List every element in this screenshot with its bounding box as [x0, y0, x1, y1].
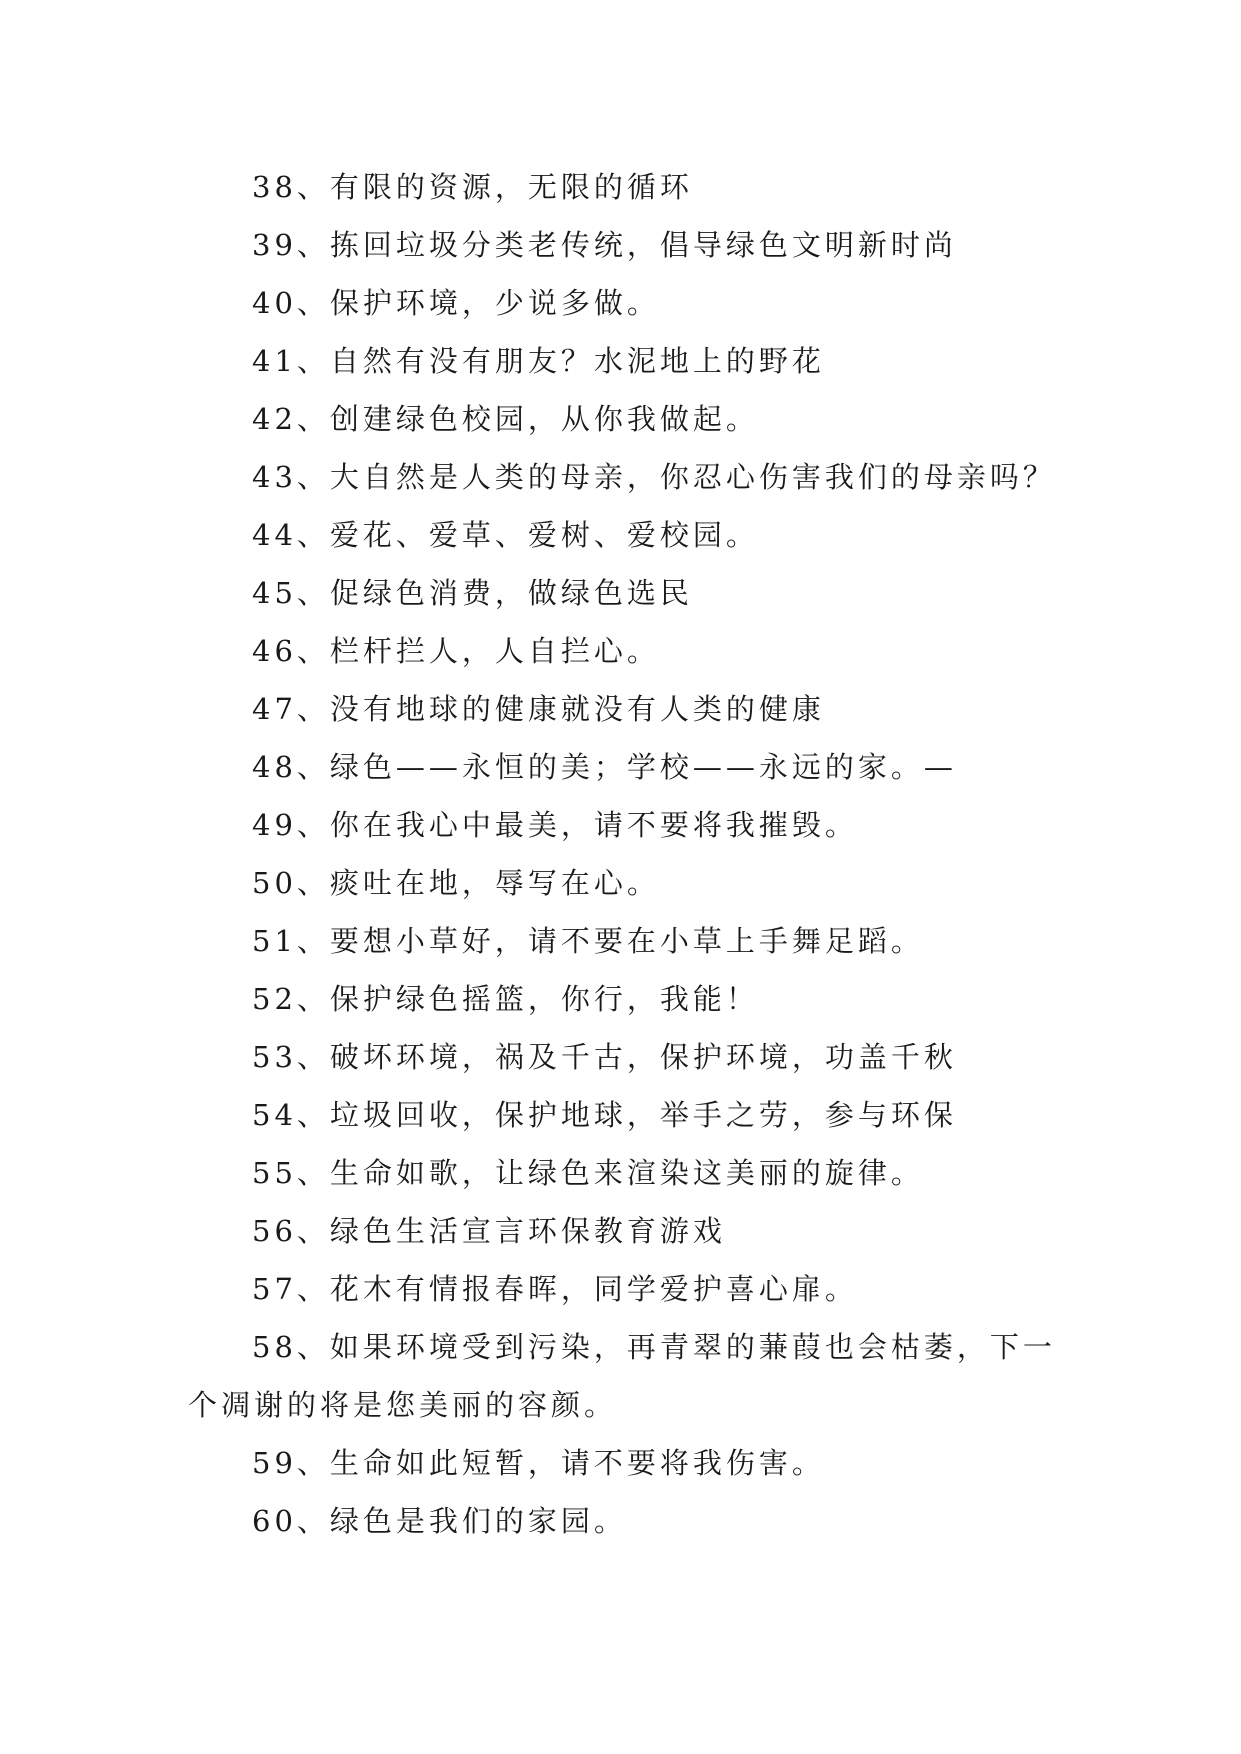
list-item: 59、生命如此短暂，请不要将我伤害。 [252, 1446, 825, 1480]
list-item: 47、没有地球的健康就没有人类的健康 [252, 692, 825, 726]
list-item: 38、有限的资源，无限的循环 [252, 170, 693, 204]
list-item: 40、保护环境，少说多做。 [252, 286, 660, 320]
list-item: 56、绿色生活宣言环保教育游戏 [252, 1214, 726, 1248]
list-item: 58、如果环境受到污染，再青翠的蒹葭也会枯萎，下一个凋谢的将是您美丽的容颜。 [188, 1330, 1056, 1422]
list-item: 41、自然有没有朋友？水泥地上的野花 [252, 344, 825, 378]
list-item: 43、大自然是人类的母亲，你忍心伤害我们的母亲吗？ [252, 460, 1056, 494]
list-item: 52、保护绿色摇篮，你行，我能！ [252, 982, 759, 1016]
list-item: 44、爱花、爱草、爱树、爱校园。 [252, 518, 759, 552]
list-item: 54、垃圾回收，保护地球，举手之劳，参与环保 [252, 1098, 957, 1132]
list-item: 49、你在我心中最美，请不要将我摧毁。 [252, 808, 858, 842]
list-item: 48、绿色——永恒的美；学校——永远的家。— [252, 750, 957, 784]
list-item: 39、拣回垃圾分类老传统，倡导绿色文明新时尚 [252, 228, 957, 262]
list-item: 51、要想小草好，请不要在小草上手舞足蹈。 [252, 924, 924, 958]
list-item: 53、破坏环境，祸及千古，保护环境，功盖千秋 [252, 1040, 957, 1074]
list-item: 57、花木有情报春晖，同学爱护喜心扉。 [252, 1272, 858, 1306]
list-item: 46、栏杆拦人，人自拦心。 [252, 634, 660, 668]
list-item: 60、绿色是我们的家园。 [252, 1504, 627, 1538]
list-item: 45、促绿色消费，做绿色选民 [252, 576, 693, 610]
list-item: 50、痰吐在地，辱写在心。 [252, 866, 660, 900]
slogan-list [188, 158, 1068, 1550]
list-item: 42、创建绿色校园，从你我做起。 [252, 402, 759, 436]
list-item: 55、生命如歌，让绿色来渲染这美丽的旋律。 [252, 1156, 924, 1190]
